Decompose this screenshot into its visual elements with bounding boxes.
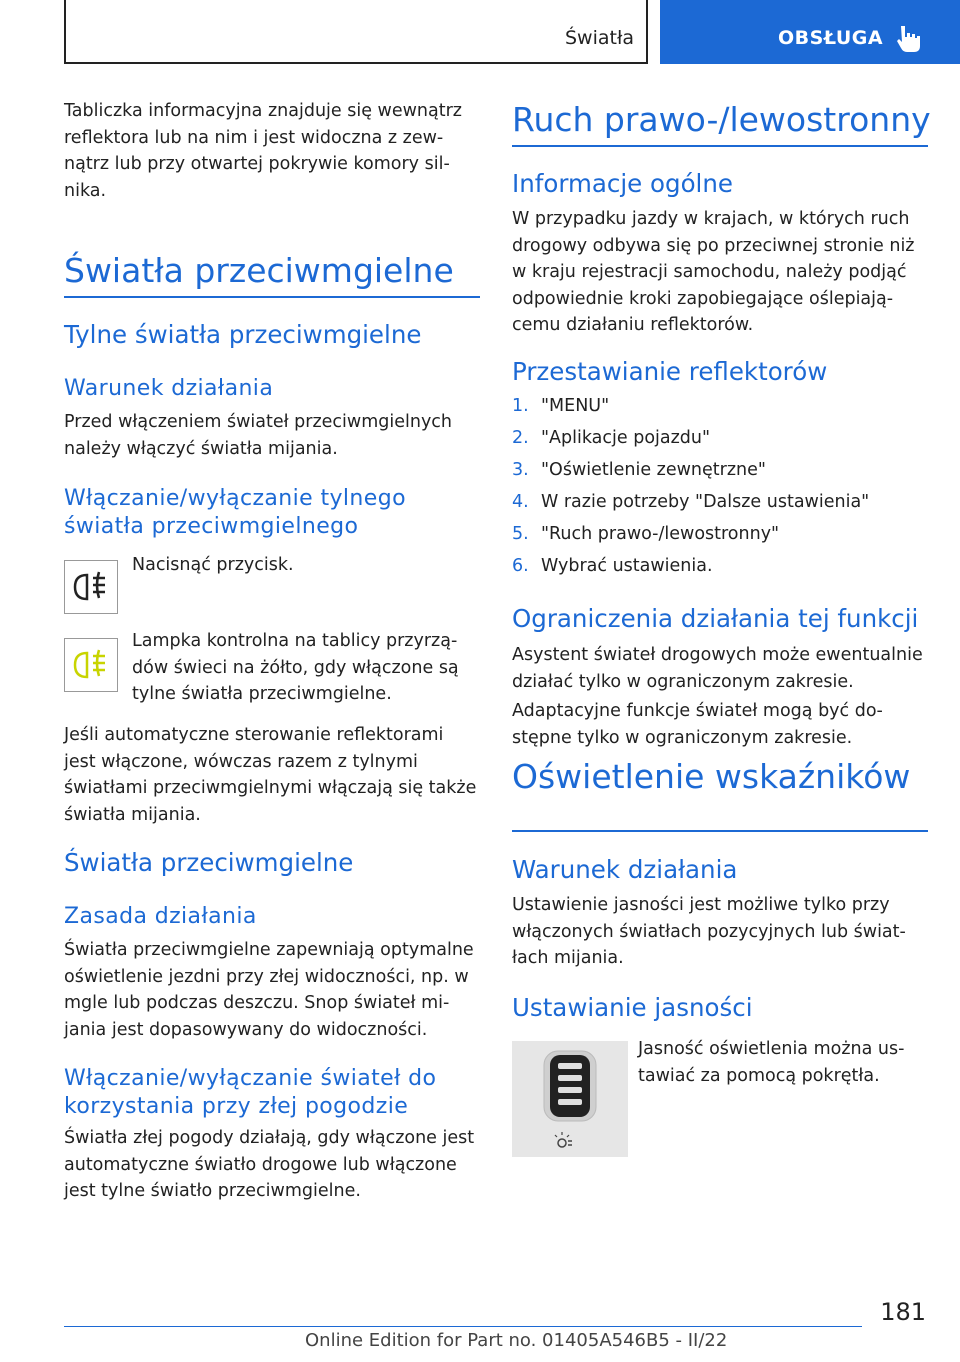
chapter-title: Światła (564, 27, 634, 49)
rear-fog-light-button-icon (64, 560, 118, 614)
pointing-hand-icon (896, 24, 922, 54)
intro-paragraph: Tabliczka informacyjna znajduje się wewnątrz reflektora lub na nim i jest widoczna z zewnątrz lub przy otwartej pokrywie komory silnika. (64, 101, 462, 201)
heading-operating-condition: Warunek działania (64, 376, 274, 401)
heading-rule (64, 296, 480, 298)
step-number: 2. (512, 428, 529, 448)
heading-operating-condition-2: Warunek działania (512, 855, 738, 884)
heading-fog-lights: Światła przeciwmgielne (64, 251, 454, 290)
list-item (512, 553, 928, 585)
brightness-condition-paragraph: Ustawienie jasności jest możliwe tylko przy włączonych światłach pozycyjnych lub światłach mijania. (512, 895, 906, 968)
principle-paragraph: Światła przeciwmgielne zapewniają optymalne oświetlenie jezdni przy złej widoczności, np. w mgle lub podczas deszczu. Snop świateł mijania jest dopasowywany do widoczności. (64, 940, 474, 1040)
list-item (512, 425, 928, 457)
heading-rule (512, 830, 928, 832)
general-paragraph: W przypadku jazdy w krajach, w których ruch drogowy odbywa się po przeciwnej stronie niż w kraju rejestracji samochodu, należy podjąć odpowiednie kroki zapobiegające oślepiającemu działaniu reflektorów. (512, 209, 915, 335)
step-number: 4. (512, 492, 529, 512)
header-section-tab (660, 0, 960, 64)
limits-paragraph-2: Adaptacyjne funkcje świateł mogą być dostępne tylko w ograniczonym zakresie. (512, 701, 883, 748)
adjust-steps-list (512, 393, 928, 585)
heading-set-brightness: Ustawianie jasności (512, 993, 753, 1022)
footer-rule (64, 1326, 862, 1327)
brightness-paragraph: Jasność oświetlenia można ustawiać za pomocą pokrętła. (638, 1039, 905, 1086)
section-title: OBSŁUGA (778, 27, 884, 49)
auto-headlight-paragraph: Jeśli automatyczne sterowanie reflektorami jest włączone, wówczas razem z tylnymi światłami przeciwmgielnymi włączają się także światła mijania. (64, 725, 477, 825)
brightness-thumbwheel-photo (512, 1041, 628, 1157)
heading-fog-lights-front: Światła przeciwmgielne (64, 848, 354, 877)
rear-fog-indicator-icon (64, 638, 118, 692)
list-item (512, 393, 928, 425)
indicator-description: Lampka kontrolna na tablicy przyrządów świeci na żółto, gdy włączone są tylne światła przeciwmgielne. (132, 631, 459, 704)
step-text: W razie potrzeby "Dalsze ustawienia" (541, 492, 870, 512)
heading-bad-weather-lights: Włączanie/wyłączanie świateł do korzystania przy złej pogodzie (64, 1066, 437, 1119)
step-number: 1. (512, 396, 529, 416)
step-text: "Ruch prawo-/lewostronny" (541, 524, 780, 544)
heading-rear-fog-lights: Tylne światła przeciwmgielne (64, 320, 422, 349)
heading-adjust-headlights: Przestawianie reflektorów (512, 357, 828, 386)
step-text: "Oświetlenie zewnętrzne" (541, 460, 766, 480)
heading-operating-principle: Zasada działania (64, 904, 257, 929)
condition-paragraph: Przed włączeniem świateł przeciwmgielnych należy włączyć światła mijania. (64, 412, 453, 459)
step-text: "Aplikacje pojazdu" (541, 428, 711, 448)
header-chapter-box (64, 0, 648, 64)
heading-function-limits: Ograniczenia działania tej funkcji (512, 604, 919, 633)
heading-instrument-lighting: Oświetlenie wskaźników (512, 757, 911, 796)
button-instruction: Nacisnąć przycisk. (132, 555, 294, 575)
list-item (512, 457, 928, 489)
page-number: 181 (880, 1298, 926, 1326)
heading-rule (512, 145, 928, 147)
list-item (512, 521, 928, 553)
step-text: "MENU" (541, 396, 610, 416)
step-number: 5. (512, 524, 529, 544)
step-number: 3. (512, 460, 529, 480)
step-number: 6. (512, 556, 529, 576)
heading-general-info: Informacje ogólne (512, 169, 733, 198)
limits-paragraph-1: Asystent świateł drogowych może ewentualnie działać tylko w ograniczonym zakresie. (512, 645, 923, 692)
heading-rear-fog-toggle: Włączanie/wyłączanie tylnego światła przeciwmgielnego (64, 486, 406, 539)
heading-traffic-side: Ruch prawo-/lewostronny (512, 100, 931, 139)
step-text: Wybrać ustawienia. (541, 556, 713, 576)
list-item (512, 489, 928, 521)
bad-weather-paragraph: Światła złej pogody działają, gdy włączone jest automatyczne światło drogowe lub włączone jest tylne światło przeciwmgielne. (64, 1128, 475, 1201)
edition-note: Online Edition for Part no. 01405A546B5 - II/22 (305, 1330, 728, 1351)
